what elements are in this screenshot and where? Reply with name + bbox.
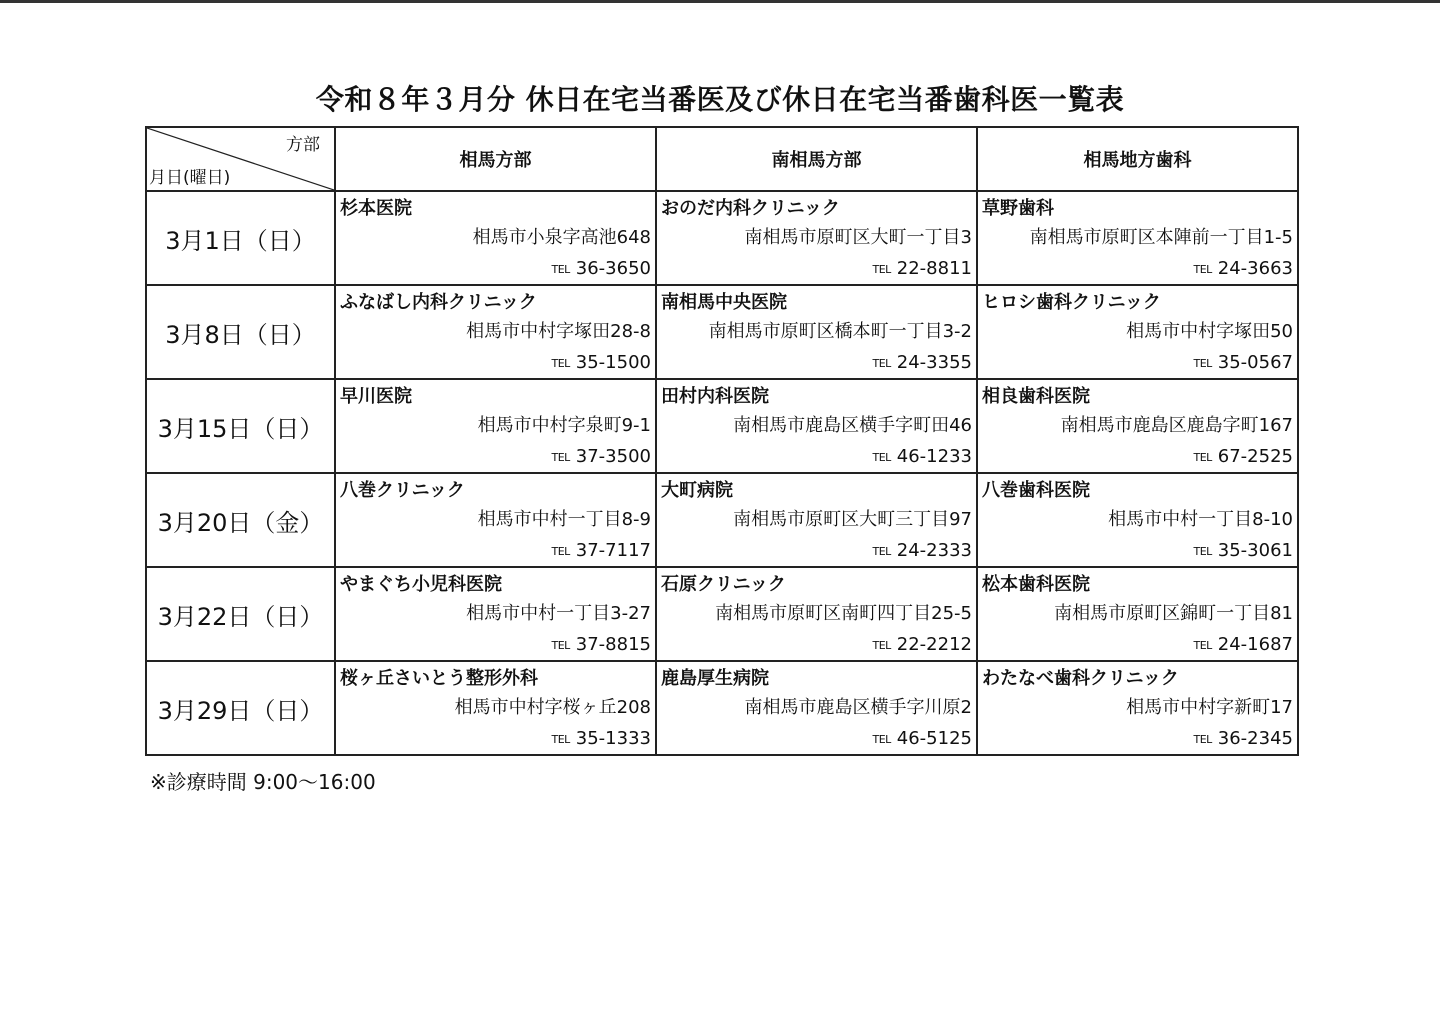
- clinic-address: 相馬市中村字塚田50: [1126, 321, 1293, 342]
- clinic-cell: [977, 567, 1298, 661]
- clinic-cell: [335, 567, 656, 661]
- page-title: 令和８年３月分 休日在宅当番医及び休日在宅当番歯科医一覧表: [315, 83, 1125, 116]
- corner-label-area: 方部: [286, 135, 320, 155]
- date-cell: 3月20日（金）: [146, 473, 335, 567]
- clinic-phone-line: [336, 442, 655, 472]
- tel-label: TEL: [872, 263, 891, 276]
- corner-label-date: 月日(曜日): [149, 168, 231, 188]
- clinic-name: 八巻クリニック: [340, 480, 465, 501]
- clinic-address: 南相馬市原町区錦町一丁目81: [1054, 603, 1293, 624]
- clinic-address: 相馬市中村字塚田28-8: [466, 321, 651, 342]
- tel-label: TEL: [1193, 733, 1212, 746]
- clinic-name: 南相馬中央医院: [661, 292, 787, 313]
- clinic-phone: 24-3663: [1217, 258, 1293, 279]
- clinic-name: 石原クリニック: [661, 574, 786, 595]
- schedule-table: [145, 126, 1299, 756]
- clinic-name: わたなべ歯科クリニック: [982, 668, 1179, 689]
- column-header-dental: 相馬地方歯科: [977, 127, 1298, 191]
- clinic-phone-line: [657, 442, 976, 472]
- clinic-phone-line: [336, 536, 655, 566]
- clinic-name: おのだ内科クリニック: [661, 198, 840, 219]
- clinic-name: 相良歯科医院: [982, 386, 1090, 407]
- table-row: [146, 473, 1298, 567]
- clinic-address: 相馬市中村字桜ヶ丘208: [454, 697, 651, 718]
- clinic-phone: 37-8815: [575, 634, 651, 655]
- tel-label: TEL: [872, 357, 891, 370]
- clinic-name: やまぐち小児科医院: [340, 574, 502, 595]
- clinic-name: 八巻歯科医院: [982, 480, 1090, 501]
- clinic-phone: 46-1233: [896, 446, 972, 467]
- table-row: [146, 191, 1298, 285]
- clinic-address: 相馬市小泉字高池648: [472, 227, 651, 248]
- date-cell: 3月8日（日）: [146, 285, 335, 379]
- hours-note: ※診療時間 9:00～16:00: [150, 770, 376, 794]
- tel-label: TEL: [551, 545, 570, 558]
- tel-label: TEL: [872, 733, 891, 746]
- clinic-cell: [977, 473, 1298, 567]
- clinic-cell: [977, 661, 1298, 755]
- clinic-phone: 36-2345: [1217, 728, 1293, 749]
- clinic-address: 南相馬市鹿島区鹿島字町167: [1060, 415, 1293, 436]
- tel-label: TEL: [1193, 545, 1212, 558]
- clinic-address: 南相馬市原町区南町四丁目25-5: [715, 603, 972, 624]
- clinic-phone: 67-2525: [1217, 446, 1293, 467]
- clinic-phone-line: [657, 536, 976, 566]
- clinic-phone: 37-3500: [575, 446, 651, 467]
- top-border: [0, 0, 1440, 3]
- table-row: [146, 567, 1298, 661]
- clinic-address: 南相馬市原町区本陣前一丁目1-5: [1029, 227, 1293, 248]
- clinic-cell: [656, 379, 977, 473]
- clinic-phone-line: [978, 442, 1297, 472]
- clinic-name: ヒロシ歯科クリニック: [982, 292, 1161, 313]
- clinic-cell: [335, 661, 656, 755]
- clinic-name: ふなばし内科クリニック: [340, 292, 537, 313]
- clinic-address: 南相馬市原町区大町三丁目97: [733, 509, 972, 530]
- clinic-phone-line: [336, 254, 655, 284]
- clinic-phone-line: [978, 630, 1297, 660]
- clinic-cell: [656, 661, 977, 755]
- clinic-cell: [335, 473, 656, 567]
- clinic-address: 南相馬市原町区大町一丁目3: [744, 227, 972, 248]
- clinic-phone-line: [978, 724, 1297, 754]
- clinic-phone-line: [657, 724, 976, 754]
- clinic-cell: [656, 567, 977, 661]
- clinic-phone: 35-1333: [575, 728, 651, 749]
- clinic-phone-line: [657, 254, 976, 284]
- tel-label: TEL: [551, 733, 570, 746]
- corner-header: [146, 127, 335, 191]
- clinic-phone: 36-3650: [575, 258, 651, 279]
- header-row: [146, 127, 1298, 191]
- clinic-phone-line: [978, 348, 1297, 378]
- column-header-soma: 相馬方部: [335, 127, 656, 191]
- clinic-name: 桜ヶ丘さいとう整形外科: [340, 668, 538, 689]
- clinic-address: 南相馬市鹿島区横手字川原2: [744, 697, 972, 718]
- clinic-address: 相馬市中村一丁目8-9: [477, 509, 651, 530]
- clinic-phone: 24-3355: [896, 352, 972, 373]
- clinic-name: 草野歯科: [982, 198, 1054, 219]
- clinic-phone: 35-1500: [575, 352, 651, 373]
- clinic-cell: [656, 473, 977, 567]
- tel-label: TEL: [1193, 451, 1212, 464]
- tel-label: TEL: [872, 451, 891, 464]
- date-cell: 3月29日（日）: [146, 661, 335, 755]
- clinic-phone: 22-2212: [896, 634, 972, 655]
- clinic-phone: 22-8811: [896, 258, 972, 279]
- tel-label: TEL: [1193, 357, 1212, 370]
- table-row: [146, 661, 1298, 755]
- clinic-phone-line: [336, 348, 655, 378]
- clinic-name: 松本歯科医院: [982, 574, 1090, 595]
- clinic-cell: [335, 285, 656, 379]
- clinic-name: 早川医院: [340, 386, 412, 407]
- clinic-phone-line: [978, 536, 1297, 566]
- clinic-address: 相馬市中村一丁目8-10: [1108, 509, 1293, 530]
- clinic-phone-line: [336, 630, 655, 660]
- clinic-cell: [656, 191, 977, 285]
- clinic-cell: [977, 191, 1298, 285]
- tel-label: TEL: [551, 263, 570, 276]
- clinic-name: 杉本医院: [340, 198, 412, 219]
- tel-label: TEL: [1193, 263, 1212, 276]
- tel-label: TEL: [872, 639, 891, 652]
- clinic-phone: 24-2333: [896, 540, 972, 561]
- tel-label: TEL: [551, 451, 570, 464]
- clinic-phone: 35-0567: [1217, 352, 1293, 373]
- clinic-cell: [656, 285, 977, 379]
- clinic-cell: [977, 379, 1298, 473]
- clinic-address: 南相馬市鹿島区横手字町田46: [733, 415, 972, 436]
- tel-label: TEL: [551, 357, 570, 370]
- clinic-phone: 35-3061: [1217, 540, 1293, 561]
- clinic-phone: 46-5125: [896, 728, 972, 749]
- clinic-cell: [335, 379, 656, 473]
- clinic-name: 大町病院: [661, 480, 733, 501]
- clinic-address: 相馬市中村字新町17: [1126, 697, 1293, 718]
- table-row: [146, 285, 1298, 379]
- clinic-address: 南相馬市原町区橋本町一丁目3-2: [708, 321, 972, 342]
- date-cell: 3月1日（日）: [146, 191, 335, 285]
- clinic-address: 相馬市中村一丁目3-27: [466, 603, 651, 624]
- tel-label: TEL: [551, 639, 570, 652]
- clinic-cell: [335, 191, 656, 285]
- clinic-phone: 24-1687: [1217, 634, 1293, 655]
- clinic-name: 鹿島厚生病院: [661, 668, 769, 689]
- clinic-phone: 37-7117: [575, 540, 651, 561]
- tel-label: TEL: [1193, 639, 1212, 652]
- column-header-minamisoma: 南相馬方部: [656, 127, 977, 191]
- date-cell: 3月22日（日）: [146, 567, 335, 661]
- clinic-phone-line: [336, 724, 655, 754]
- clinic-address: 相馬市中村字泉町9-1: [477, 415, 651, 436]
- tel-label: TEL: [872, 545, 891, 558]
- clinic-phone-line: [657, 630, 976, 660]
- clinic-phone-line: [978, 254, 1297, 284]
- date-cell: 3月15日（日）: [146, 379, 335, 473]
- clinic-cell: [977, 285, 1298, 379]
- clinic-name: 田村内科医院: [661, 386, 769, 407]
- clinic-phone-line: [657, 348, 976, 378]
- table-row: [146, 379, 1298, 473]
